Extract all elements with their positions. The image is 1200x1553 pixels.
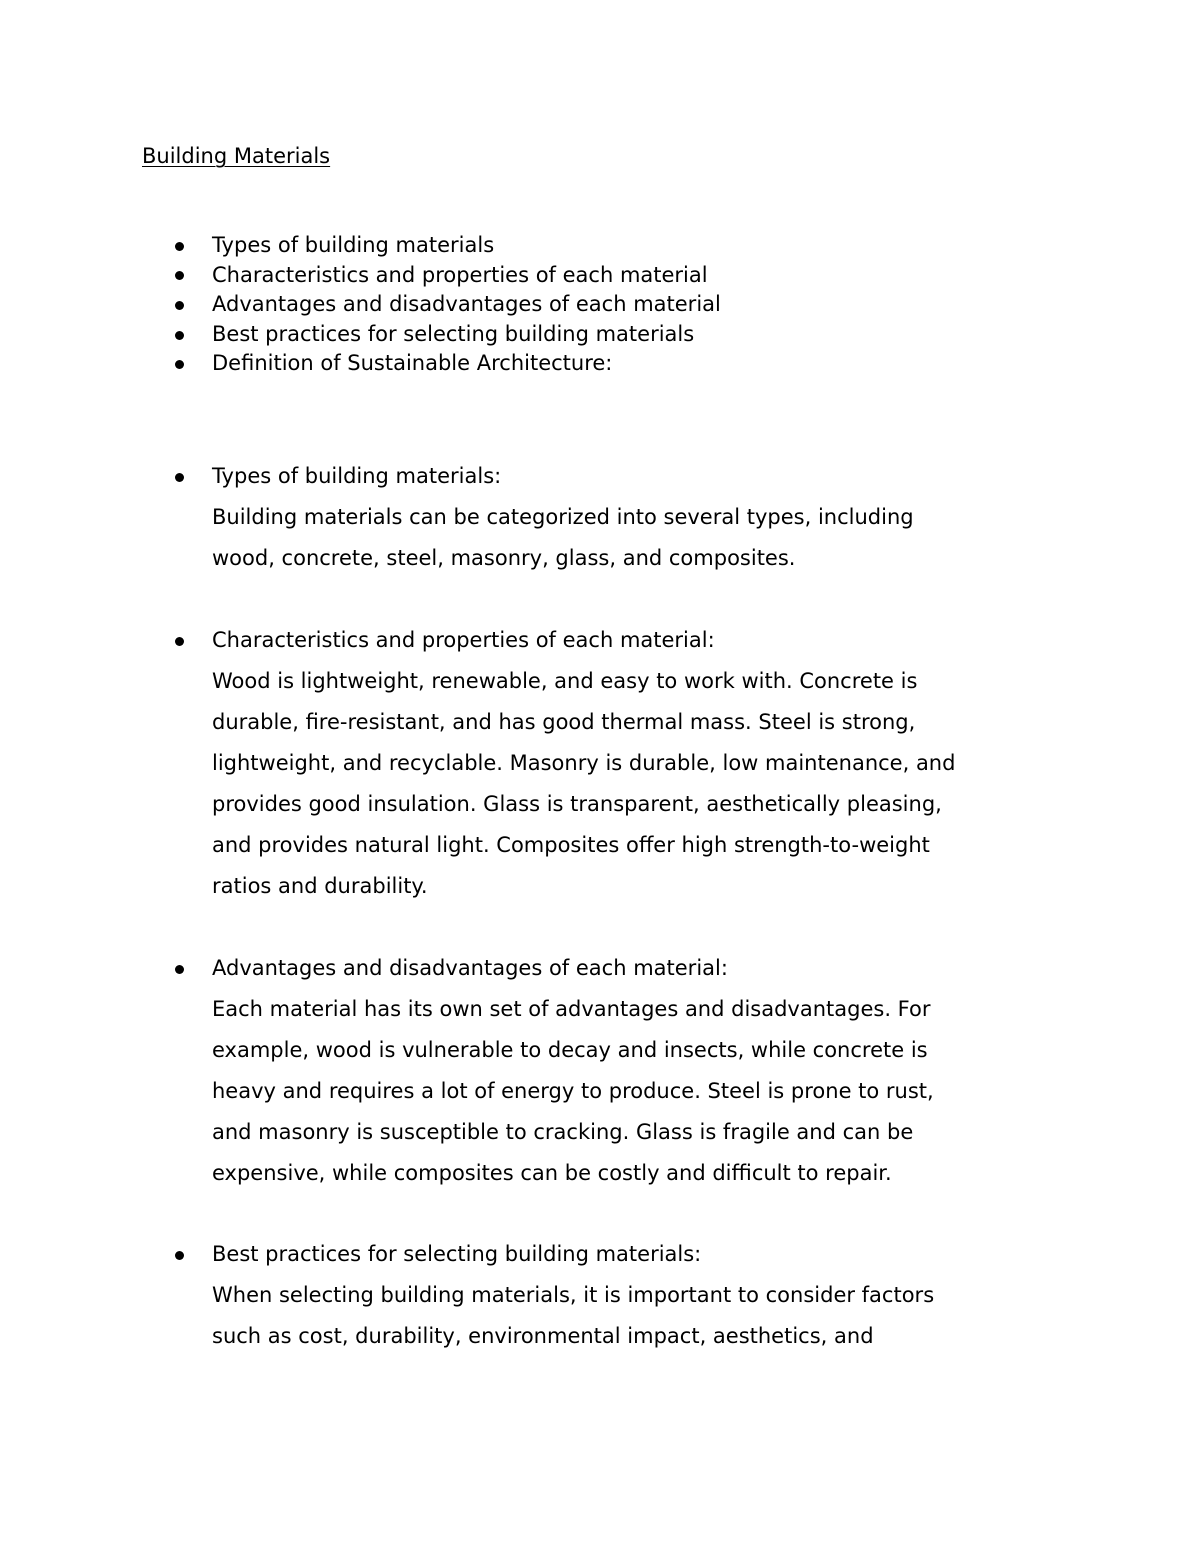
section-body: [212, 1275, 1062, 1357]
document-title: Building Materials: [142, 144, 331, 168]
bullet-icon: [175, 242, 184, 251]
body-line: durable, fire-resistant, and has good thermal mass. Steel is strong,: [212, 710, 916, 734]
body-line: When selecting building materials, it is important to consider factors: [212, 1283, 935, 1307]
bullet-icon: [175, 473, 184, 482]
topic-list: [0, 231, 721, 379]
bullet-icon: [175, 965, 184, 974]
topic-list-item: Advantages and disadvantages of each material: [0, 290, 721, 320]
section-advantages: [0, 948, 1200, 1194]
topic-list-item: Definition of Sustainable Architecture:: [0, 349, 721, 379]
section-types: [0, 456, 1200, 579]
body-line: Wood is lightweight, renewable, and easy to work with. Concrete is: [212, 669, 918, 693]
bullet-icon: [175, 360, 184, 369]
bullet-icon: [175, 1251, 184, 1260]
body-line: Each material has its own set of advantages and disadvantages. For: [212, 997, 931, 1021]
body-line: lightweight, and recyclable. Masonry is durable, low maintenance, and: [212, 751, 956, 775]
section-characteristics: [0, 620, 1200, 907]
bullet-icon: [175, 271, 184, 280]
body-line: and masonry is susceptible to cracking. Glass is fragile and can be: [212, 1120, 914, 1144]
topic-list-item: Types of building materials: [0, 231, 721, 261]
body-line: such as cost, durability, environmental impact, aesthetics, and: [212, 1324, 874, 1348]
section-body: [212, 497, 1062, 579]
section-heading: Characteristics and properties of each material:: [0, 620, 1200, 661]
section-body: [212, 661, 1062, 907]
topic-list-item: Characteristics and properties of each material: [0, 261, 721, 291]
section-best-practices: [0, 1234, 1200, 1357]
section-body: [212, 989, 1062, 1194]
body-line: provides good insulation. Glass is transparent, aesthetically pleasing,: [212, 792, 942, 816]
bullet-icon: [175, 637, 184, 646]
body-line: Building materials can be categorized into several types, including: [212, 505, 914, 529]
body-line: and provides natural light. Composites offer high strength-to-weight: [212, 833, 930, 857]
body-line: example, wood is vulnerable to decay and insects, while concrete is: [212, 1038, 928, 1062]
section-heading: Best practices for selecting building materials:: [0, 1234, 1200, 1275]
body-line: expensive, while composites can be costly and difficult to repair.: [212, 1161, 892, 1185]
section-heading: Types of building materials:: [0, 456, 1200, 497]
section-heading: Advantages and disadvantages of each material:: [0, 948, 1200, 989]
topic-list-item: Best practices for selecting building materials: [0, 320, 721, 350]
body-line: heavy and requires a lot of energy to produce. Steel is prone to rust,: [212, 1079, 934, 1103]
bullet-icon: [175, 331, 184, 340]
body-line: ratios and durability.: [212, 874, 428, 898]
body-line: wood, concrete, steel, masonry, glass, and composites.: [212, 546, 796, 570]
bullet-icon: [175, 301, 184, 310]
